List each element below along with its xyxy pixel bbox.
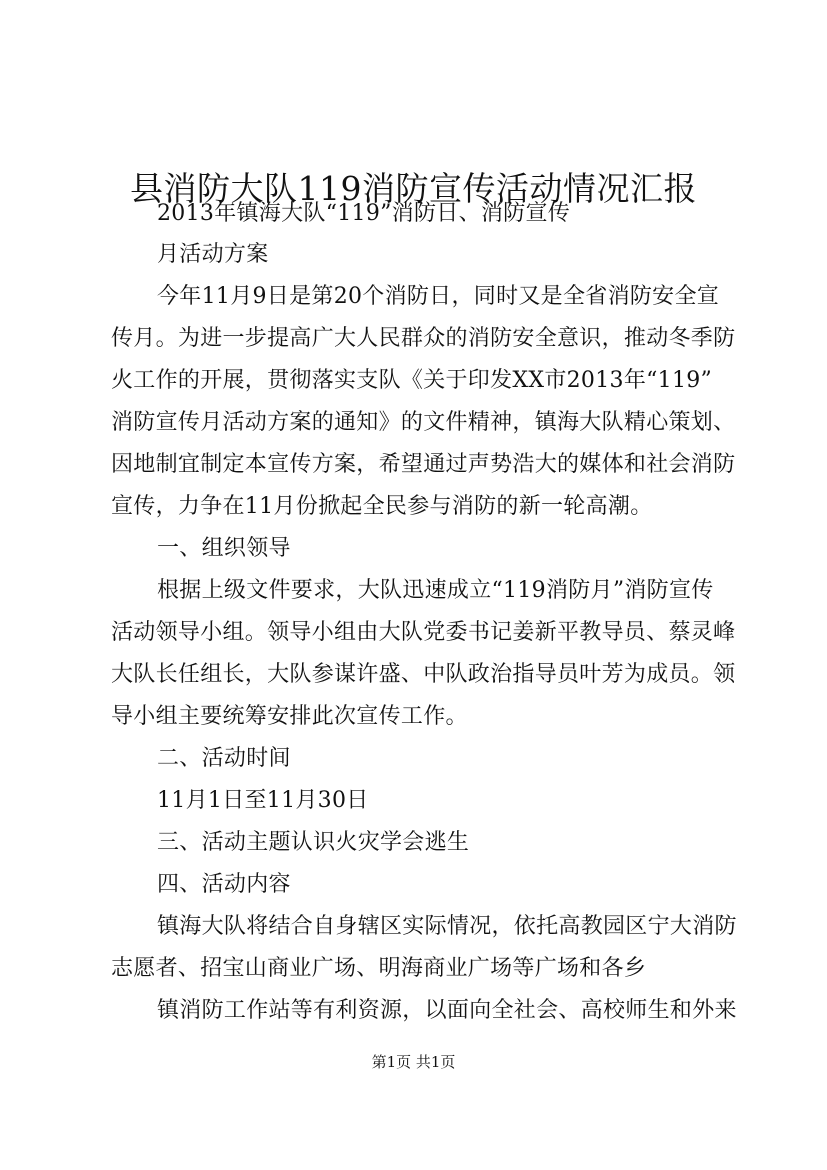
body-line: 月活动方案 [157, 242, 269, 267]
body-line: 因地制宜制定本宣传方案，希望通过声势浩大的媒体和社会消防 [111, 452, 736, 477]
body-line: 大队长任组长，大队参谋许盛、中队政治指导员叶芳为成员。领 [111, 662, 736, 687]
body-line: 传月。为进一步提高广大人民群众的消防安全意识，推动冬季防 [111, 326, 736, 351]
body-line: 活动领导小组。领导小组由大队党委书记姜新平教导员、蔡灵峰 [111, 620, 736, 645]
body-line: 导小组主要统筹安排此次宣传工作。 [111, 704, 468, 729]
body-line: 2013年镇海大队“119”消防日、消防宣传 [157, 201, 571, 226]
body-line: 志愿者、招宝山商业广场、明海商业广场等广场和各乡 [111, 956, 647, 981]
body-line: 镇消防工作站等有利资源，以面向全社会、高校师生和外来 [157, 998, 737, 1023]
body-line: 今年11月9日是第20个消防日，同时又是全省消防安全宣 [157, 284, 720, 309]
section-heading: 二、活动时间 [157, 746, 291, 771]
body-line: 火工作的开展，贯彻落实支队《关于印发XX市2013年“119” [111, 368, 713, 393]
page-footer: 第1页 共1页 [371, 1053, 456, 1071]
section-heading: 三、活动主题认识火灾学会逃生 [157, 830, 470, 855]
body-line: 镇海大队将结合自身辖区实际情况，依托高教园区宁大消防 [157, 914, 737, 939]
body-line: 11月1日至11月30日 [157, 788, 369, 813]
section-heading: 一、组织领导 [157, 536, 291, 561]
body-line: 根据上级文件要求，大队迅速成立“119消防月”消防宣传 [157, 578, 714, 603]
page-title: 县消防大队119消防宣传活动情况汇报 [130, 169, 697, 209]
body-line: 宣传，力争在11月份掀起全民参与消防的新一轮高潮。 [111, 494, 653, 519]
body-line: 消防宣传月活动方案的通知》的文件精神，镇海大队精心策划、 [111, 410, 736, 435]
section-heading: 四、活动内容 [157, 872, 291, 897]
